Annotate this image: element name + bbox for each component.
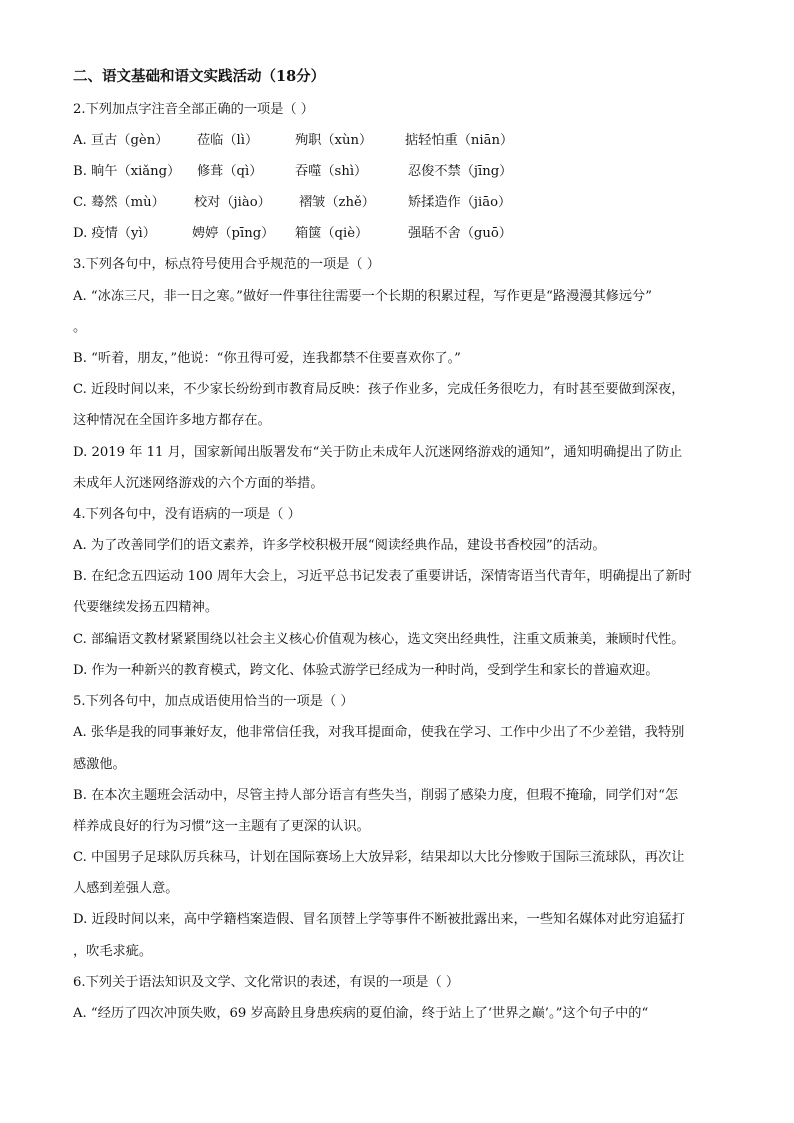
question-3-stem: 3.下列各句中，标点符号使用合乎规范的一项是（ ） [73,257,380,272]
option-text: 箱箧（qiè） [295,226,369,241]
option-text: 校对（jiào） [194,195,271,210]
question-5-line: 人感到差强人意。 [73,881,179,896]
option-text: B. 晌午（xiǎng） [73,164,181,179]
option-text: 修葺（qì） [197,164,263,179]
option-text: 掂轻怕重（niān） [405,133,514,148]
question-4-line: B. 在纪念五四运动 100 周年大会上，习近平总书记发表了重要讲话，深情寄语当代青年，明确提出了新时 [73,569,692,584]
question-5-stem: 5.下列各句中，加点成语使用恰当的一项是（ ） [73,694,354,709]
question-6-stem: 6.下列关于语法知识及文学、文化常识的表述，有误的一项是（ ） [73,975,460,990]
option-text: 强聒不舍（guō） [408,226,512,241]
question-3-line: C. 近段时间以来，不少家长纷纷到市教育局反映：孩子作业多，完成任务很吃力，有时甚至要做到深夜， [73,382,685,397]
option-text: 殉职（xùn） [295,133,373,148]
question-5-line: B. 在本次主题班会活动中，尽管主持人部分语言有些失当，削弱了感染力度，但瑕不掩瑜，同学们对“怎 [73,788,679,803]
question-3-line: 未成年人沉迷网络游戏的六个方面的举措。 [73,476,324,491]
question-3-line: 。 [73,320,87,335]
section-title: 二、语文基础和语文实践活动（18分） [73,68,326,85]
option-text: 矫揉造作（jiāo） [408,195,512,210]
option-text: A. 亘古（gèn） [73,133,169,148]
option-text: 娉婷（pīng） [192,226,275,241]
option-text: 忍俊不禁（jīng） [408,164,513,179]
option-text: D. 疫情（yì） [73,226,156,241]
question-3-line: B. “听着，朋友，”他说：“你丑得可爱，连我都禁不住要喜欢你了。” [73,351,461,366]
option-text: 吞噬（shì） [295,164,368,179]
question-5-line: 感激他。 [73,757,126,772]
question-3-line: 这种情况在全国许多地方都存在。 [73,413,271,428]
question-3-line: D. 2019 年 11 月，国家新闻出版署发布“关于防止未成年人沉迷网络游戏的通知”，通知明确提出了防止 [73,445,683,460]
question-5-line: ，吹毛求疵。 [73,944,153,959]
option-text: 莅临（lì） [197,133,259,148]
question-5-line: 样养成良好的行为习惯”这一主题有了更深的认识。 [73,819,370,834]
question-5-line: C. 中国男子足球队厉兵秣马，计划在国际赛场上大放异彩，结果却以大比分惨败于国际三流球队，再次让 [73,850,685,865]
question-5-line: A. 张华是我的同事兼好友，他非常信任我，对我耳提面命，使我在学习、工作中少出了不少差错，我特别 [73,725,685,740]
question-4-line: 代要继续发扬五四精神。 [73,600,219,615]
question-5-line: D. 近段时间以来，高中学籍档案造假、冒名顶替上学等事件不断被批露出来，一些知名媒体对此穷追猛打 [73,912,685,927]
question-3-line: A. “冰冻三尺，非一日之寒。”做好一件事往往需要一个长期的积累过程，写作更是“路漫漫其修远兮” [73,289,652,304]
question-4-line: A. 为了改善同学们的语文素养，许多学校积极开展“阅读经典作品，建设书香校园”的活动。 [73,538,606,553]
question-6-line: A. “经历了四次冲顶失败，69 岁高龄且身患疾病的夏伯渝，终于站上了‘世界之巅’。”这个句子中的“ [73,1006,649,1021]
question-4-line: C. 部编语文教材紧紧围绕以社会主义核心价值观为核心，选文突出经典性，注重文质兼美，兼顾时代性。 [73,632,685,647]
option-text: C. 蓦然（mù） [73,195,165,210]
option-text: 褶皱（zhě） [299,195,375,210]
question-4-stem: 4.下列各句中，没有语病的一项是（ ） [73,507,301,522]
question-2-stem: 2.下列加点字注音全部正确的一项是（ ） [73,102,314,117]
question-4-line: D. 作为一种新兴的教育模式，跨文化、体验式游学已经成为一种时尚，受到学生和家长的普遍欢迎。 [73,663,659,678]
